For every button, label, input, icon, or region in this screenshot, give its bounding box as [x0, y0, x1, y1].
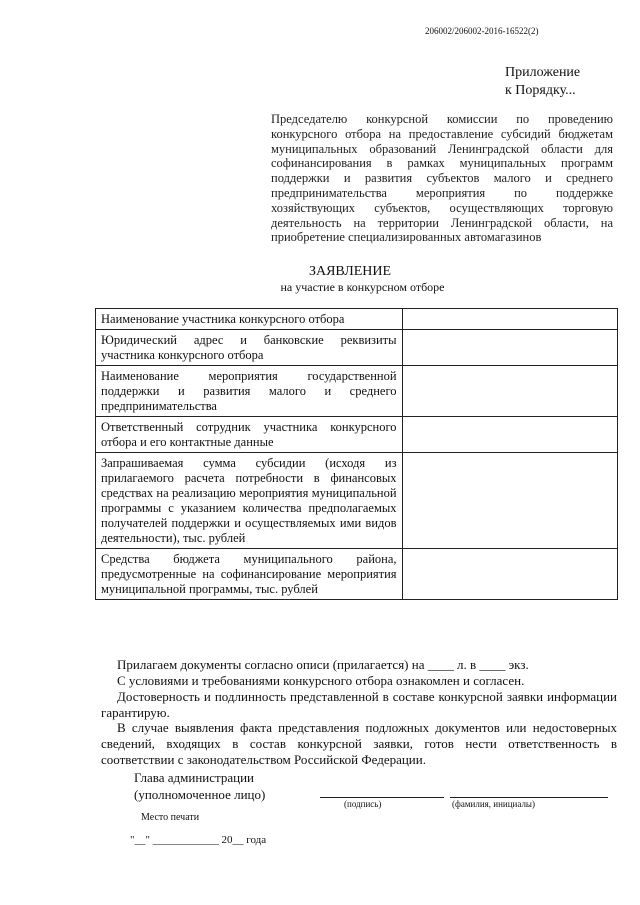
row-label-measure-name: Наименование мероприятия государственной поддержки и развития малого и среднего предпринимательства	[96, 366, 403, 417]
appendix-line2: к Порядку...	[505, 83, 576, 98]
row-value-participant-name[interactable]	[402, 309, 617, 330]
addressee-text: Председателю конкурсной комиссии по проведению конкурсного отбора на предоставление субсидий бюджетам муниципальных образований Ленинградской области для софинансирования в рамках муниципальных программ поддержки и развития субъектов малого и среднего предпринимательства мероприятия по поддержке хозяйствующих субъектов, осуществляющих торговую деятельность на территории Ленинградской области, на приобретение специализированных автомагазинов	[271, 112, 613, 245]
appendix-header	[505, 64, 580, 100]
signatory-line1: Глава администрации	[134, 770, 255, 785]
table-row	[96, 366, 618, 417]
row-value-requested-amount[interactable]	[402, 453, 617, 549]
paragraph-attachments: Прилагаем документы согласно описи (прилагается) на ____ л. в ____ экз.	[117, 657, 529, 672]
document-title: ЗАЯВЛЕНИЕ	[308, 264, 392, 279]
row-value-measure-name[interactable]	[402, 366, 617, 417]
name-caption: (фамилия, инициалы)	[452, 799, 535, 809]
row-label-responsible-person: Ответственный сотрудник участника конкурсного отбора и его контактные данные	[96, 417, 403, 453]
row-label-requested-amount: Запрашиваемая сумма субсидии (исходя из прилагаемого расчета потребности в финансовых средствах на реализацию мероприятия муниципальной программы с указанием количества предполагаемых получателей поддержки и осуществляемых ими видов деятельности), тыс. рублей	[96, 453, 403, 549]
paragraph-liability: В случае выявления факта представления подложных документов или недостоверных сведений, входящих в состав конкурсной заявки, готов нести ответственность в соответствии с законодательством Российской Федерации.	[101, 720, 617, 767]
row-label-participant-name: Наименование участника конкурсного отбора	[96, 309, 403, 330]
date-field[interactable]: "__" ____________ 20__ года	[130, 834, 267, 846]
stamp-place: Место печати	[141, 812, 200, 823]
table-row	[96, 417, 618, 453]
table-row	[96, 549, 618, 600]
appendix-line1: Приложение	[505, 65, 581, 80]
paragraph-agreement: С условиями и требованиями конкурсного отбора ознакомлен и согласен.	[117, 673, 525, 688]
addressee-block	[271, 112, 613, 245]
document-subtitle: на участие в конкурсном отборе	[280, 280, 445, 294]
table-row	[96, 309, 618, 330]
signatory-line2: (уполномоченное лицо)	[134, 787, 266, 802]
signature-line[interactable]	[320, 797, 444, 798]
signature-caption: (подпись)	[344, 799, 382, 809]
document-id: 206002/206002-2016-16522(2)	[425, 26, 539, 36]
row-label-district-budget: Средства бюджета муниципального района, предусмотренные на софинансирование мероприятия муниципальной программы, тыс. рублей	[96, 549, 403, 600]
row-value-responsible-person[interactable]	[402, 417, 617, 453]
row-label-legal-address: Юридический адрес и банковские реквизиты участника конкурсного отбора	[96, 330, 403, 366]
name-line[interactable]	[450, 797, 608, 798]
paragraph-guarantee: Достоверность и подлинность представленной в составе конкурсной заявки информации гарантирую.	[101, 689, 617, 720]
table-row	[96, 453, 618, 549]
table-row	[96, 330, 618, 366]
row-value-district-budget[interactable]	[402, 549, 617, 600]
row-value-legal-address[interactable]	[402, 330, 617, 366]
signatory-block	[134, 769, 265, 803]
application-form-table	[95, 308, 618, 600]
